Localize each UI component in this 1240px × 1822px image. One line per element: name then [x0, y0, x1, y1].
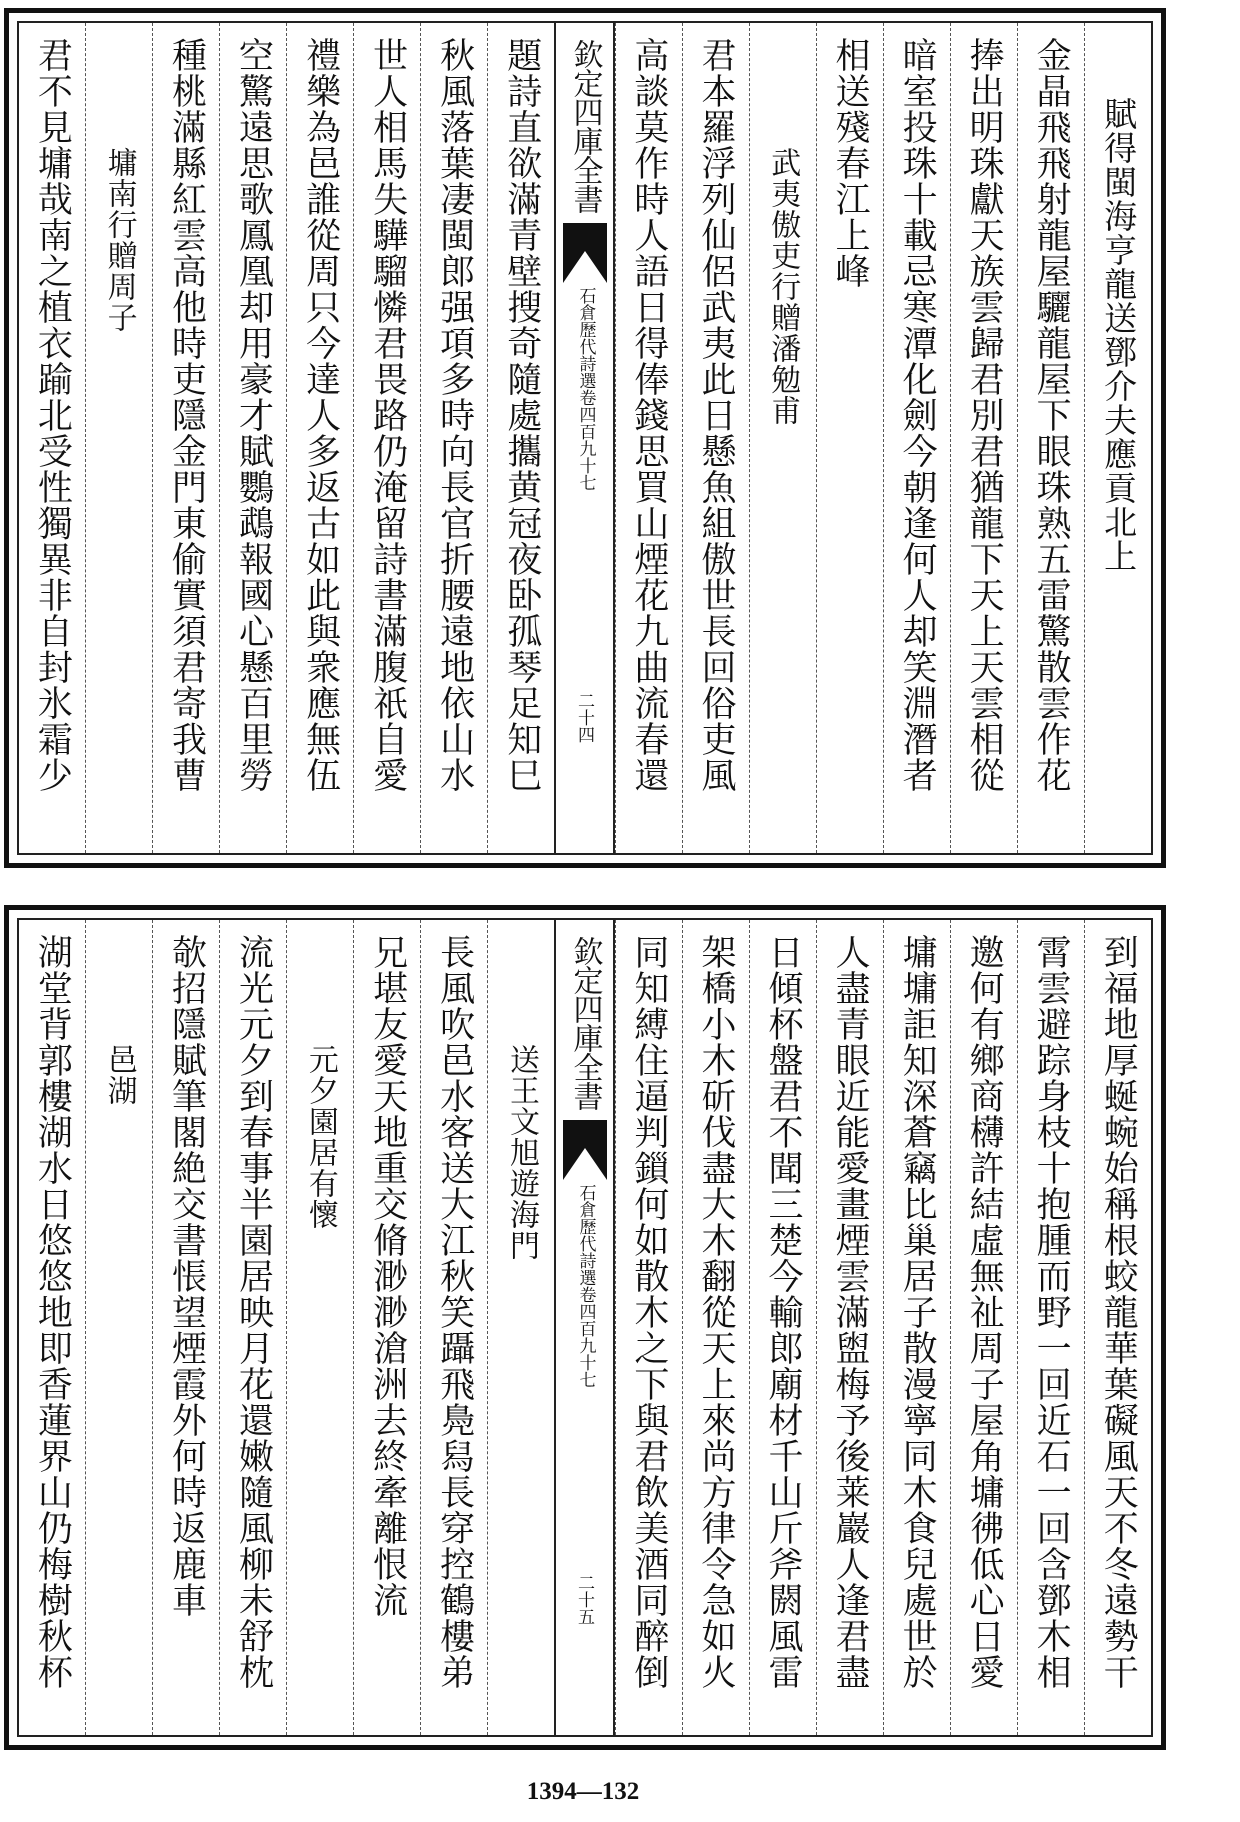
text-column	[682, 920, 749, 1735]
text-column	[420, 23, 487, 853]
poem-line: 君不見墉哉南之植衣踰北受性獨異非自封氷霜少	[32, 37, 73, 793]
margin-book-title: 石倉歷代詩選	[575, 287, 596, 389]
margin-volume: 卷四百九十七	[575, 1286, 596, 1388]
poem-title: 賦得閩海亨龍送鄧介夫應貢北上	[1099, 97, 1139, 573]
block-margin	[554, 23, 614, 853]
text-column	[19, 920, 85, 1735]
upper-columns	[19, 23, 1151, 853]
text-column	[682, 23, 749, 853]
fish-tail-mark-icon	[563, 223, 607, 283]
poem-title: 邑湖	[101, 1044, 137, 1106]
poem-line: 世人相馬失驊騮憐君畏路仍淹留詩書滿腹祇自愛	[367, 37, 408, 793]
poem-line: 湖堂背郭樓湖水日悠悠地即香蓮界山仍梅樹秋杯	[32, 934, 73, 1690]
poem-title: 元夕園居有懷	[302, 1044, 338, 1230]
poem-line: 禮樂為邑誰從周只今達人多返古如此與衆應無伍	[300, 37, 341, 793]
poem-line: 到福地厚蜒蜿始稱根蛟龍華葉礙風天不冬遠勢干	[1098, 934, 1139, 1690]
text-column	[286, 920, 353, 1735]
text-column	[487, 23, 554, 853]
text-column	[152, 920, 219, 1735]
text-column	[615, 920, 682, 1735]
poem-title: 墉南行贈周子	[101, 147, 137, 333]
poem-line: 相送殘春江上峰	[830, 37, 871, 289]
poem-line: 空驚遠思歌鳳凰却用豪才賦鸚鵡報國心懸百里勞	[233, 37, 274, 793]
poem-line: 種桃滿縣紅雲高他時吏隱金門東偷實須君寄我曹	[166, 37, 207, 793]
lower-page	[4, 905, 1166, 1750]
poem-line: 同知縛住逼判鎻何如散木之下與君飲美酒同醉倒	[628, 934, 669, 1690]
poem-line: 欹招隱賦筆閣絶交書悵望煙霞外何時返鹿車	[166, 934, 207, 1618]
poem-line: 日傾杯盤君不聞三楚今輸郎廟材千山斤斧閼風雷	[762, 934, 803, 1690]
poem-title: 武夷傲吏行贈潘勉甫	[765, 147, 801, 426]
text-column	[219, 23, 286, 853]
text-column	[85, 920, 152, 1735]
upper-page	[4, 8, 1166, 868]
poem-line: 題詩直欲滿青壁搜奇隨處攜黄冠夜卧孤琴足知巳	[501, 37, 542, 793]
lower-columns	[19, 920, 1151, 1735]
text-column	[1084, 920, 1151, 1735]
text-column	[19, 23, 85, 853]
poem-line: 架橋小木斫伐盡大木翻從天上來尚方律令急如火	[695, 934, 736, 1690]
text-column	[749, 920, 816, 1735]
poem-line: 暗室投珠十載忌寒潭化劍今朝逢何人却笑淵潛者	[897, 37, 938, 793]
text-column	[420, 920, 487, 1735]
poem-line: 君本羅浮列仙侶武夷此日懸魚組傲世長回俗吏風	[695, 37, 736, 793]
fish-tail-mark-icon	[563, 1120, 607, 1180]
poem-line: 流光元夕到春事半園居映月花還嫩隨風柳未舒枕	[233, 934, 274, 1690]
text-column	[883, 23, 950, 853]
margin-title: 欽定四庫全書	[567, 39, 603, 213]
poem-line: 霄雲避踪身枝十抱腫而野一回近石一回含鄧木相	[1031, 934, 1072, 1690]
poem-line: 金晶飛飛射龍屋驪龍屋下眼珠熟五雷驚散雲作花	[1031, 37, 1072, 793]
text-column	[152, 23, 219, 853]
poem-line: 長風吹邑水客送大江秋笑躡飛鳧舄長穿控鶴樓弟	[434, 934, 475, 1690]
page-footer-number: 1394—132	[526, 1778, 640, 1805]
text-column	[950, 920, 1017, 1735]
text-column	[353, 23, 420, 853]
margin-page-number: 二十五	[574, 1574, 595, 1625]
text-column	[286, 23, 353, 853]
margin-volume: 卷四百九十七	[575, 389, 596, 491]
poem-line: 墉墉詎知深蒼竊比巢居子散漫寧同木食兒處世於	[897, 934, 938, 1690]
poem-line: 兄堪友愛天地重交脩渺渺滄洲去終牽離恨流	[367, 934, 408, 1618]
poem-line: 邀何有鄉商欂許結虛無祉周子屋角墉彿低心日愛	[964, 934, 1005, 1690]
block-margin	[554, 920, 614, 1735]
text-column	[487, 920, 554, 1735]
text-column	[615, 23, 682, 853]
text-column	[816, 23, 883, 853]
text-column	[1084, 23, 1151, 853]
text-column	[219, 920, 286, 1735]
poem-line: 人盡青眼近能愛畫煙雲滿盥梅予後莱巖人逢君盡	[830, 934, 871, 1690]
text-column	[883, 920, 950, 1735]
text-column	[749, 23, 816, 853]
margin-title: 欽定四庫全書	[567, 936, 603, 1110]
text-column	[816, 920, 883, 1735]
poem-line: 捧出明珠獻天族雲歸君別君猶龍下天上天雲相從	[964, 37, 1005, 793]
poem-line: 秋風落葉凄閩郎强項多時向長官折腰遠地依山水	[434, 37, 475, 793]
poem-title: 送王文旭遊海門	[503, 1044, 539, 1261]
margin-book-title: 石倉歷代詩選	[575, 1184, 596, 1286]
text-column	[950, 23, 1017, 853]
poem-line: 高談莫作時人語日得俸錢思買山煙花九曲流春還	[628, 37, 669, 793]
margin-page-number: 二十四	[574, 692, 595, 743]
text-column	[1017, 23, 1084, 853]
text-column	[1017, 920, 1084, 1735]
text-column	[85, 23, 152, 853]
text-column	[353, 920, 420, 1735]
